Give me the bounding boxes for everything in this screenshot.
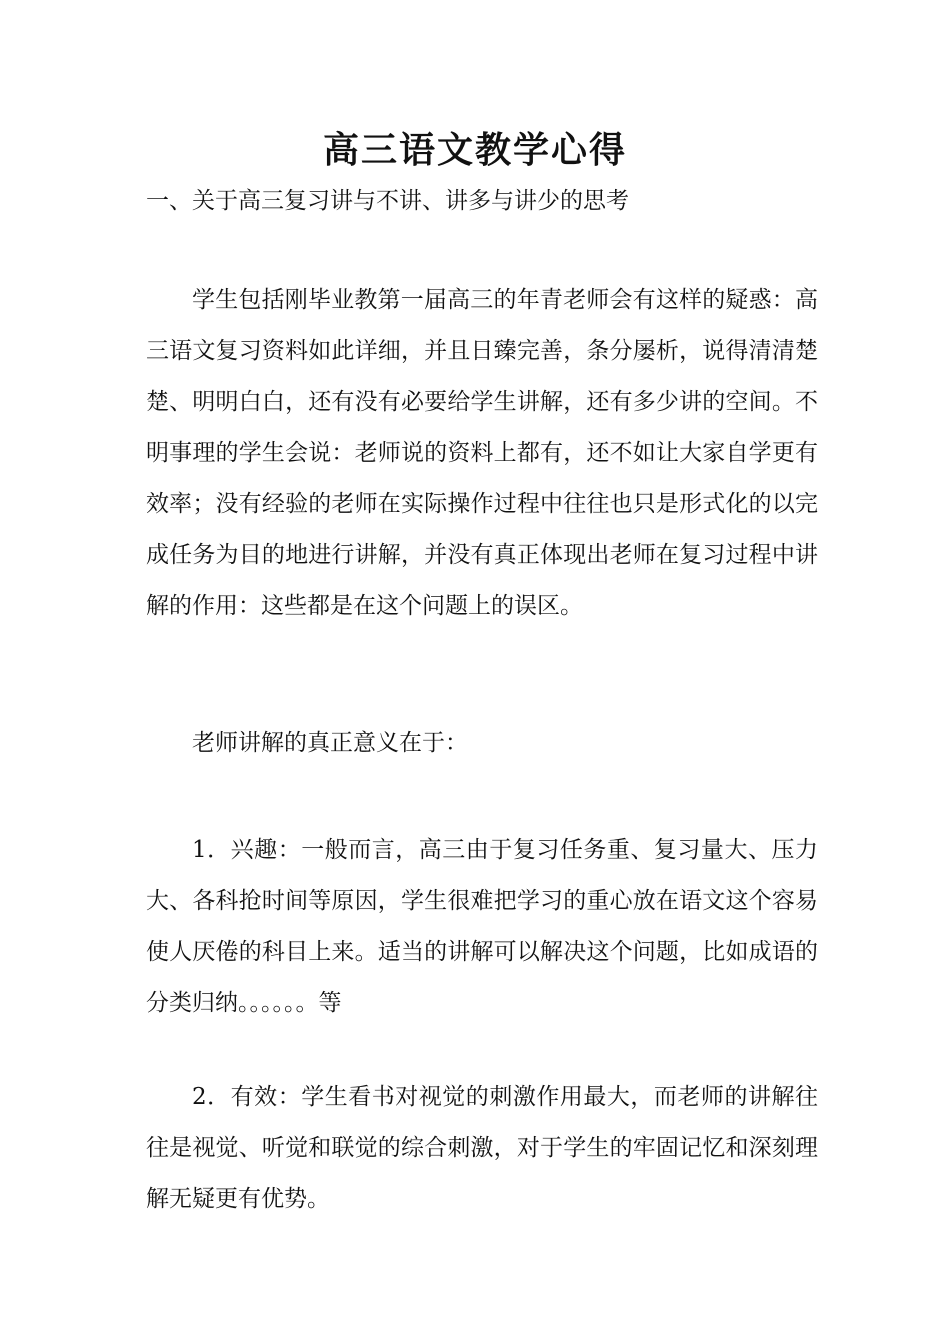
- paragraph-meaning: 老师讲解的真正意义在于：: [192, 730, 468, 756]
- document-title: 高三语文教学心得: [322, 130, 627, 171]
- section-heading: 一、关于高三复习讲与不讲、讲多与讲少的思考: [146, 188, 629, 214]
- paragraph-interest: 1．兴趣：一般而言，高三由于复习任务重、复习量大、压力大、各科抢时间等原因，学生很难把学习的重心放在语文这个容易使人厌倦的科目上来。适当的讲解可以解决这个问题，比如成语的分类归纳。。。。。。等: [146, 837, 818, 1016]
- paragraph-intro: 学生包括刚毕业教第一届高三的年青老师会有这样的疑惑：高三语文复习资料如此详细，并且日臻完善，条分屡析，说得清清楚楚、明明白白，还有没有必要给学生讲解，还有多少讲的空间。不明事理的学生会说：老师说的资料上都有，还不如让大家自学更有效率；没有经验的老师在实际操作过程中往往也只是形式化的以完成任务为目的地进行讲解，并没有真正体现出老师在复习过程中讲解的作用：这些都是在这个问题上的误区。: [146, 287, 818, 619]
- paragraph-effective: 2．有效：学生看书对视觉的刺激作用最大，而老师的讲解往往是视觉、听觉和联觉的综合刺激，对于学生的牢固记忆和深刻理解无疑更有优势。: [146, 1084, 818, 1212]
